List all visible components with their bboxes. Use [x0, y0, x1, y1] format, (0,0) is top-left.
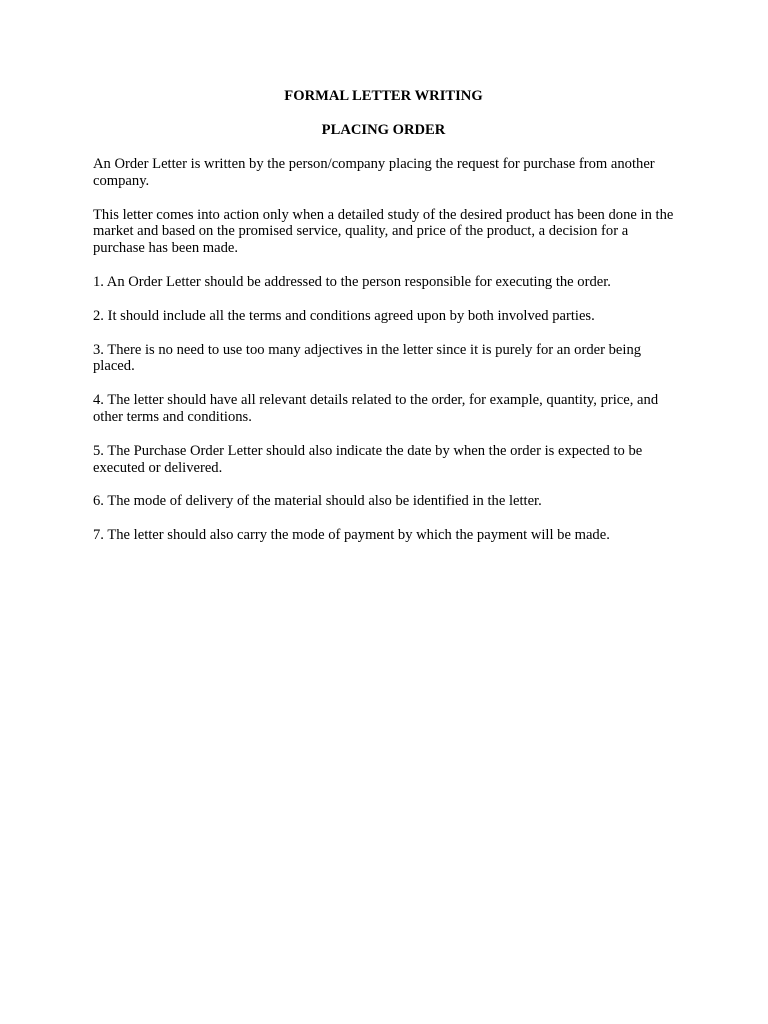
point-4: 4. The letter should have all relevant details related to the order, for example, quantity, price, and other terms and conditions.: [93, 392, 659, 425]
point-2: 2. It should include all the terms and conditions agreed upon by both involved parties.: [93, 307, 595, 324]
point-7: 7. The letter should also carry the mode of payment by which the payment will be made.: [93, 527, 610, 544]
point-6: 6. The mode of delivery of the material should also be identified in the letter.: [93, 493, 542, 510]
point-3: 3. There is no need to use too many adjectives in the letter since it is purely for an order being placed.: [93, 341, 642, 375]
document-subtitle: PLACING ORDER: [321, 122, 446, 138]
point-1: 1. An Order Letter should be addressed to the person responsible for executing the order.: [93, 273, 611, 290]
point-5: 5. The Purchase Order Letter should also indicate the date by when the order is expected to be executed or delivered.: [93, 442, 643, 476]
intro-paragraph: An Order Letter is written by the person/company placing the request for purchase from another company.: [93, 156, 655, 189]
context-paragraph: This letter comes into action only when a detailed study of the desired product has been done in the market and based on the promised service, quality, and price of the product, a decision for a purchase has been made.: [93, 206, 674, 257]
document-title: FORMAL LETTER WRITING: [284, 88, 483, 104]
